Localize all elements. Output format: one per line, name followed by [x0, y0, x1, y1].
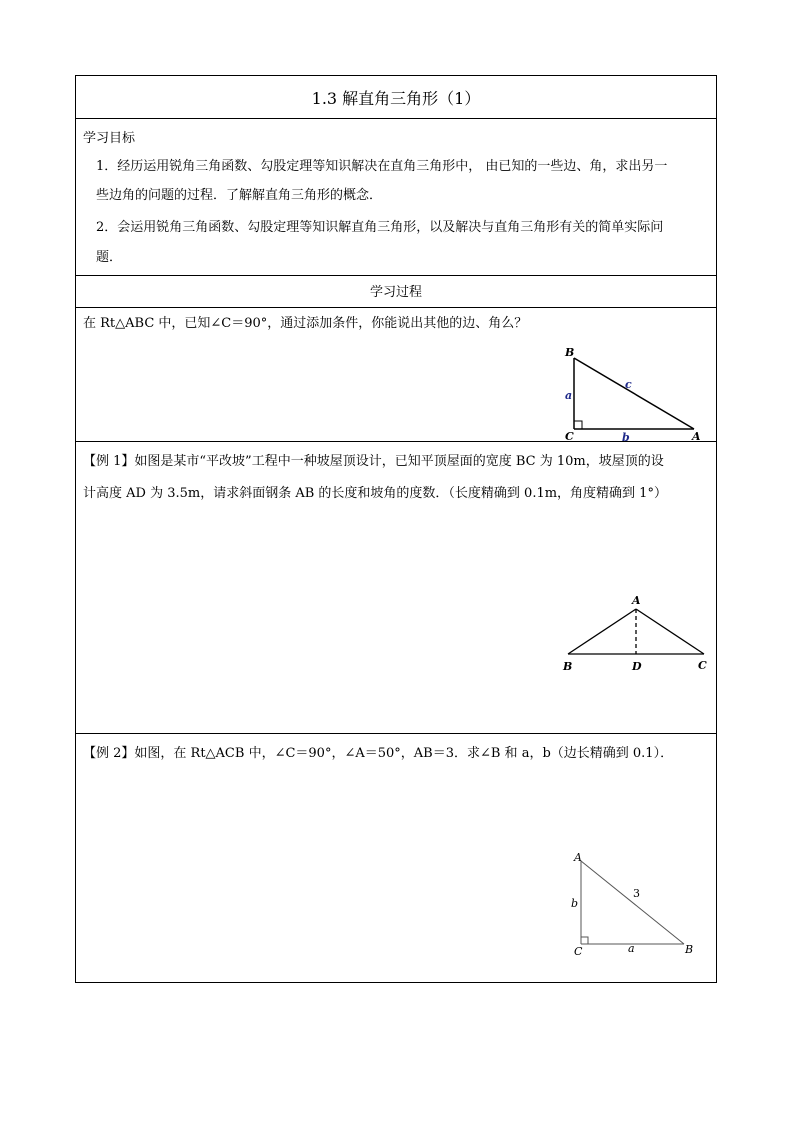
roof-vertex-a-label: A [632, 594, 641, 607]
side-b-label: b [622, 431, 630, 444]
example-1-section [76, 442, 716, 734]
example-2-section [76, 734, 716, 982]
roof-vertex-c-label: C [698, 659, 707, 672]
worksheet-table [75, 75, 717, 983]
process-heading: 学习过程 [76, 276, 716, 308]
roof-point-d-label: D [632, 660, 642, 673]
vertex-a-label: A [692, 430, 701, 443]
goal-2-line-2: 题． [96, 250, 123, 265]
right-triangle-acb-figure [566, 851, 706, 956]
example-1-line-1: 【例 1】如图是某市“平改坡”工程中一种坡屋顶设计，已知平顶屋面的宽度 BC 为 10m，坡屋顶的设 [83, 454, 664, 469]
roof-vertex-b-label: B [563, 660, 573, 673]
example-1-line-2: 计高度 AD 为 3.5m，请求斜面钢条 AB 的长度和坡角的度数．（长度精确到 0.1m，角度精确到 1°） [83, 486, 667, 501]
ex2-side-a-label: a [628, 942, 635, 955]
right-triangle-abc-figure [564, 344, 704, 444]
ex2-vertex-a-label: A [574, 851, 582, 864]
vertex-b-label: B [565, 346, 575, 359]
learning-goals-section [76, 119, 716, 276]
ex2-vertex-c-label: C [574, 945, 583, 958]
goal-1-line-2: 些边角的问题的过程．了解解直角三角形的概念． [96, 188, 383, 203]
side-a-label: a [565, 389, 573, 402]
ex2-hypotenuse-label: 3 [633, 887, 640, 900]
intro-section [76, 308, 716, 442]
vertex-c-label: C [565, 430, 574, 443]
goal-1-line-1: 1．经历运用锐角三角函数、勾股定理等知识解决在直角三角形中， 由已知的一些边、角，求出另一 [96, 159, 668, 174]
roof-triangle-figure [558, 592, 708, 672]
page-title: 1.3 解直角三角形（1） [76, 76, 716, 119]
ex2-side-b-label: b [571, 897, 579, 910]
example-2-text: 【例 2】如图，在 Rt△ACB 中，∠C＝90°，∠A＝50°，AB＝3．求∠B 和 a，b（边长精确到 0.1）． [83, 746, 674, 761]
ex2-vertex-b-label: B [685, 943, 694, 956]
intro-question: 在 Rt△ABC 中，已知∠C＝90°，通过添加条件，你能说出其他的边、角么？ [83, 316, 528, 331]
side-c-label: c [625, 378, 632, 391]
goal-2-line-1: 2．会运用锐角三角函数、勾股定理等知识解直角三角形，以及解决与直角三角形有关的简单实际问 [96, 220, 664, 235]
goals-heading: 学习目标 [83, 131, 136, 146]
